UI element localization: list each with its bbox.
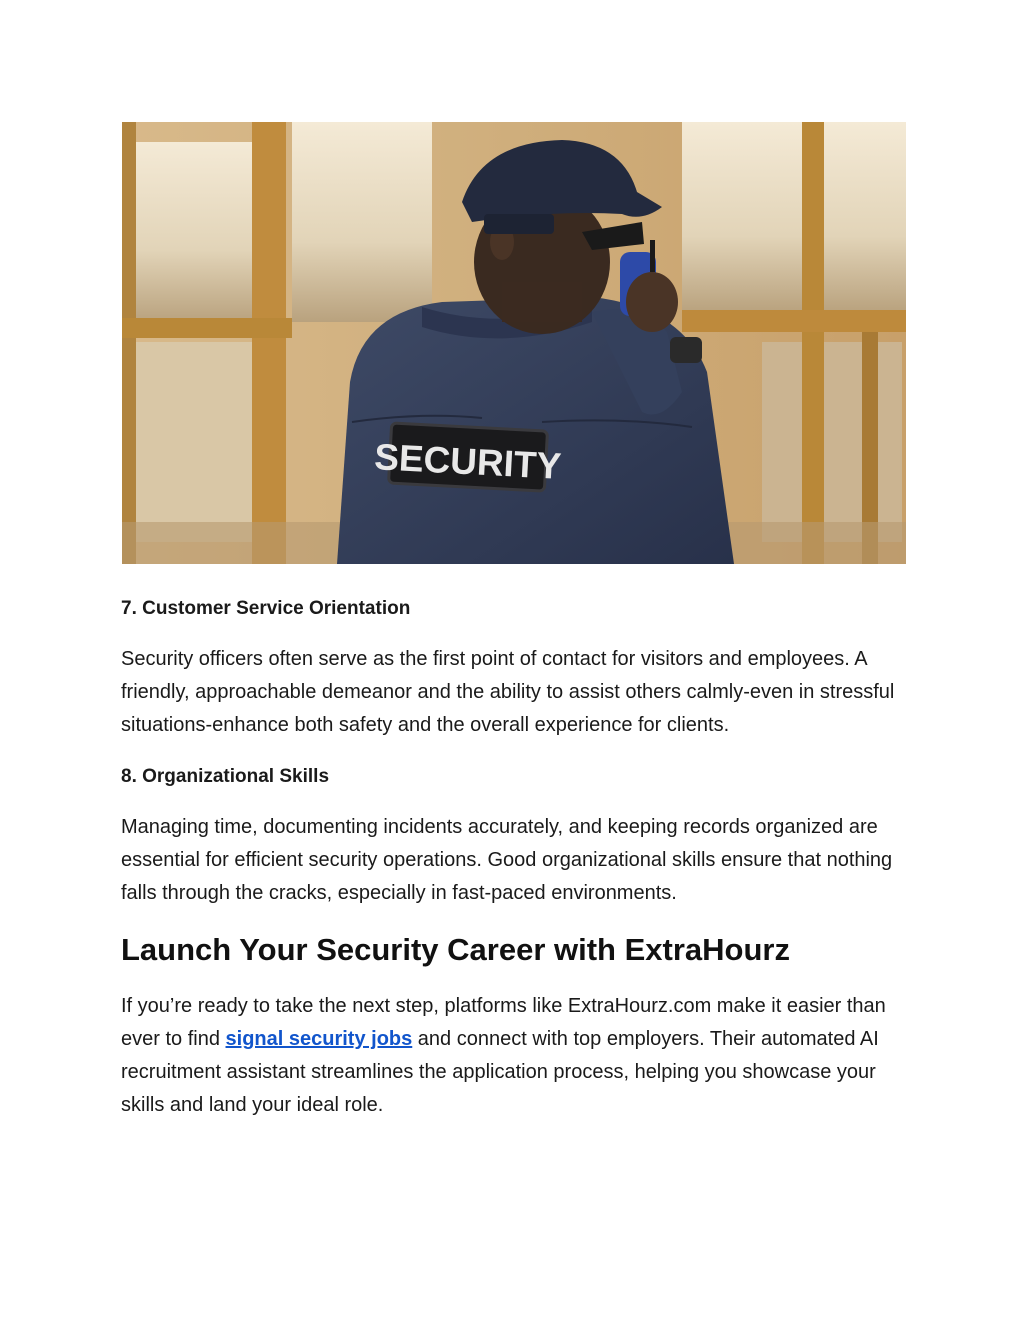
article-content [121, 592, 911, 1122]
section-7-title: 7. Customer Service Orientation [121, 598, 411, 619]
section-7-body: Security officers often serve as the first point of contact for visitors and employees. A friendly, approachable demeanor and the ability to assist others calmly-even in stressful situations-enhance both safety and the overall experience for clients. [121, 648, 895, 736]
security-patch-text: SECURITY [373, 436, 563, 487]
signal-security-jobs-link[interactable]: signal security jobs [225, 1028, 413, 1050]
security-guard-photo [122, 122, 906, 564]
launch-body-after: and connect with top employers. Their automated AI recruitment assistant streamlines the application process, helping you showcase your skills and land your ideal role. [121, 1028, 879, 1116]
launch-body [121, 990, 911, 1122]
launch-heading: Launch Your Security Career with ExtraHourz [121, 932, 790, 967]
section-8-title: 8. Organizational Skills [121, 766, 330, 787]
section-8-body: Managing time, documenting incidents accurately, and keeping records organized are essential for efficient security operations. Good organizational skills ensure that nothing falls through the cracks, especially in fast-paced environments. [121, 816, 893, 904]
launch-body-before: If you’re ready to take the next step, platforms like ExtraHourz.com make it easier than ever to find [121, 995, 886, 1050]
